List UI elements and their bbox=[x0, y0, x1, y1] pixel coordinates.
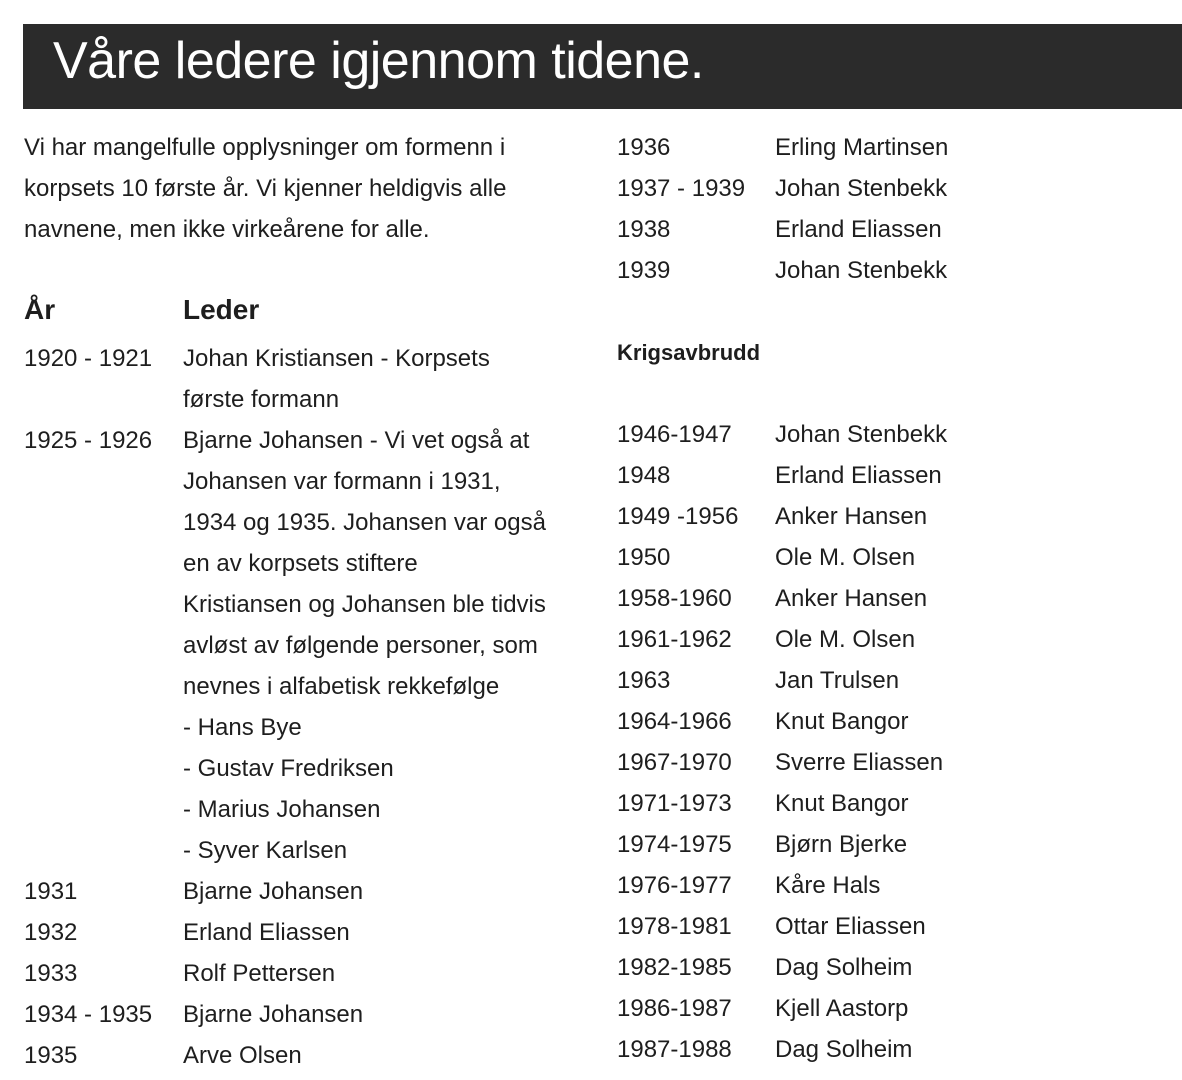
leader-row bbox=[617, 496, 1177, 537]
leader-year: 1987-1988 bbox=[617, 1036, 732, 1063]
leader-name-line: en av korpsets stiftere bbox=[183, 550, 418, 577]
leader-row bbox=[617, 906, 1177, 947]
leader-name-line: Sverre Eliassen bbox=[775, 749, 944, 776]
leader-name bbox=[183, 912, 599, 953]
leader-name bbox=[183, 871, 599, 912]
leader-name-line: Ole M. Olsen bbox=[775, 626, 916, 653]
leader-name-line: Erland Eliassen bbox=[775, 216, 942, 243]
leader-name bbox=[775, 660, 1177, 701]
leader-name-line: første formann bbox=[183, 386, 340, 413]
leader-row bbox=[617, 127, 1177, 168]
leader-name bbox=[775, 865, 1177, 906]
leader-row bbox=[24, 953, 599, 994]
leader-name-line: - Gustav Fredriksen bbox=[183, 755, 394, 782]
leader-name-line: Dag Solheim bbox=[775, 1036, 913, 1063]
leader-year: 1982-1985 bbox=[617, 954, 732, 981]
leader-row bbox=[617, 1029, 1177, 1070]
leader-name-line: Anker Hansen bbox=[775, 503, 928, 530]
leader-name-line: Dag Solheim bbox=[775, 954, 913, 981]
leader-name-line: Johansen var formann i 1931, bbox=[183, 468, 501, 495]
leader-name bbox=[183, 994, 599, 1035]
leader-name-line: avløst av følgende personer, som bbox=[183, 632, 538, 659]
leader-row bbox=[24, 912, 599, 953]
leader-name bbox=[775, 783, 1177, 824]
leader-name-line: Ottar Eliassen bbox=[775, 913, 926, 940]
leader-year: 1948 bbox=[617, 462, 671, 489]
leader-name bbox=[183, 1035, 599, 1076]
leader-year: 1939 bbox=[617, 257, 671, 284]
leader-row bbox=[617, 701, 1177, 742]
leader-year: 1978-1981 bbox=[617, 913, 732, 940]
leader-row bbox=[24, 871, 599, 912]
leader-name-line: Bjarne Johansen bbox=[183, 878, 364, 905]
leader-year: 1967-1970 bbox=[617, 749, 732, 776]
leader-year: 1938 bbox=[617, 216, 671, 243]
leader-name bbox=[775, 988, 1177, 1029]
leader-name-line: Erland Eliassen bbox=[775, 462, 942, 489]
leader-row bbox=[617, 742, 1177, 783]
leader-row bbox=[24, 1035, 599, 1076]
leader-year: 1920 - 1921 bbox=[24, 345, 153, 372]
leader-name-line: Knut Bangor bbox=[775, 708, 909, 735]
leader-name bbox=[775, 619, 1177, 660]
leader-year: 1934 - 1935 bbox=[24, 1001, 153, 1028]
leader-row bbox=[617, 865, 1177, 906]
leader-name bbox=[775, 168, 1177, 209]
leader-name-line: Kjell Aastorp bbox=[775, 995, 909, 1022]
leader-year: 1961-1962 bbox=[617, 626, 732, 653]
leader-row bbox=[617, 209, 1177, 250]
column-headers bbox=[24, 294, 599, 338]
leader-row bbox=[24, 338, 599, 420]
leader-name bbox=[775, 127, 1177, 168]
leader-year: 1950 bbox=[617, 544, 671, 571]
leader-year: 1933 bbox=[24, 960, 78, 987]
leader-name bbox=[775, 537, 1177, 578]
leader-name-line: - Marius Johansen bbox=[183, 796, 381, 823]
leader-name bbox=[775, 496, 1177, 537]
leader-name-line: Bjarne Johansen - Vi vet også at bbox=[183, 427, 530, 454]
leader-name-line: - Hans Bye bbox=[183, 714, 302, 741]
leader-name bbox=[775, 947, 1177, 988]
leader-name-line: Johan Kristiansen - Korpsets bbox=[183, 345, 490, 372]
leader-row bbox=[617, 414, 1177, 455]
leader-year: 1949 -1956 bbox=[617, 503, 739, 530]
leader-name bbox=[775, 701, 1177, 742]
leader-name bbox=[775, 906, 1177, 947]
leader-row bbox=[617, 537, 1177, 578]
leader-row bbox=[617, 168, 1177, 209]
leader-year: 1971-1973 bbox=[617, 790, 732, 817]
leader-year: 1974-1975 bbox=[617, 831, 732, 858]
leader-name-line: Kåre Hals bbox=[775, 872, 881, 899]
intro-line: Vi har mangelfulle opplysninger om formenn i bbox=[24, 134, 506, 161]
leader-name-line: Jan Trulsen bbox=[775, 667, 900, 694]
leader-row bbox=[617, 783, 1177, 824]
year-column-header: År bbox=[24, 294, 56, 325]
leader-year: 1986-1987 bbox=[617, 995, 732, 1022]
right-rows-before bbox=[617, 127, 1177, 291]
leader-name bbox=[775, 1029, 1177, 1070]
page-title: Våre ledere igjennom tidene. bbox=[53, 32, 704, 90]
intro-paragraph bbox=[24, 127, 594, 250]
intro-line: korpsets 10 første år. Vi kjenner heldigvis alle bbox=[24, 175, 507, 202]
leader-name bbox=[775, 209, 1177, 250]
leader-year: 1925 - 1926 bbox=[24, 427, 153, 454]
leader-row bbox=[617, 824, 1177, 865]
war-break-label: Krigsavbrudd bbox=[617, 340, 761, 365]
leader-row bbox=[617, 619, 1177, 660]
leader-year: 1963 bbox=[617, 667, 671, 694]
leader-year: 1936 bbox=[617, 134, 671, 161]
leader-year: 1976-1977 bbox=[617, 872, 732, 899]
leader-name-line: Erling Martinsen bbox=[775, 134, 949, 161]
leader-name-line: Johan Stenbekk bbox=[775, 257, 948, 284]
leader-row bbox=[617, 947, 1177, 988]
leader-row bbox=[617, 988, 1177, 1029]
leader-name bbox=[183, 338, 599, 420]
leader-name-line: Knut Bangor bbox=[775, 790, 909, 817]
leader-name-line: Anker Hansen bbox=[775, 585, 928, 612]
header-bar bbox=[23, 24, 1182, 109]
leader-list-right bbox=[617, 127, 1177, 1070]
leader-name bbox=[775, 578, 1177, 619]
leader-year: 1964-1966 bbox=[617, 708, 732, 735]
leader-row bbox=[617, 250, 1177, 291]
leader-name bbox=[775, 250, 1177, 291]
leader-row bbox=[24, 994, 599, 1035]
leader-name-line: Rolf Pettersen bbox=[183, 960, 336, 987]
leader-year: 1946-1947 bbox=[617, 421, 732, 448]
leader-name-line: Johan Stenbekk bbox=[775, 421, 948, 448]
leader-list-left bbox=[24, 294, 599, 1076]
leader-year: 1958-1960 bbox=[617, 585, 732, 612]
leader-row bbox=[617, 578, 1177, 619]
leader-name-line: Arve Olsen bbox=[183, 1042, 302, 1069]
leader-name bbox=[775, 742, 1177, 783]
leader-name-line: Johan Stenbekk bbox=[775, 175, 948, 202]
leader-name-line: - Syver Karlsen bbox=[183, 837, 348, 864]
leader-name bbox=[183, 420, 599, 871]
leader-name-line: Ole M. Olsen bbox=[775, 544, 916, 571]
leader-row bbox=[24, 420, 599, 871]
leader-name bbox=[775, 414, 1177, 455]
leader-name bbox=[775, 455, 1177, 496]
intro-line: navnene, men ikke virkeårene for alle. bbox=[24, 216, 430, 243]
leader-row bbox=[617, 660, 1177, 701]
left-rows bbox=[24, 338, 599, 1076]
leader-name-line: Erland Eliassen bbox=[183, 919, 350, 946]
leader-year: 1935 bbox=[24, 1042, 78, 1069]
leader-name-line: 1934 og 1935. Johansen var også bbox=[183, 509, 546, 536]
leader-name bbox=[775, 824, 1177, 865]
right-rows-after bbox=[617, 414, 1177, 1070]
leader-name-line: Bjarne Johansen bbox=[183, 1001, 364, 1028]
leader-year: 1932 bbox=[24, 919, 78, 946]
leader-name-line: Bjørn Bjerke bbox=[775, 831, 908, 858]
leader-name-line: nevnes i alfabetisk rekkefølge bbox=[183, 673, 500, 700]
leader-year: 1937 - 1939 bbox=[617, 175, 746, 202]
leader-row bbox=[617, 455, 1177, 496]
leader-name-line: Kristiansen og Johansen ble tidvis bbox=[183, 591, 546, 618]
leader-name bbox=[183, 953, 599, 994]
leader-column-header: Leder bbox=[183, 294, 260, 325]
leader-year: 1931 bbox=[24, 878, 78, 905]
